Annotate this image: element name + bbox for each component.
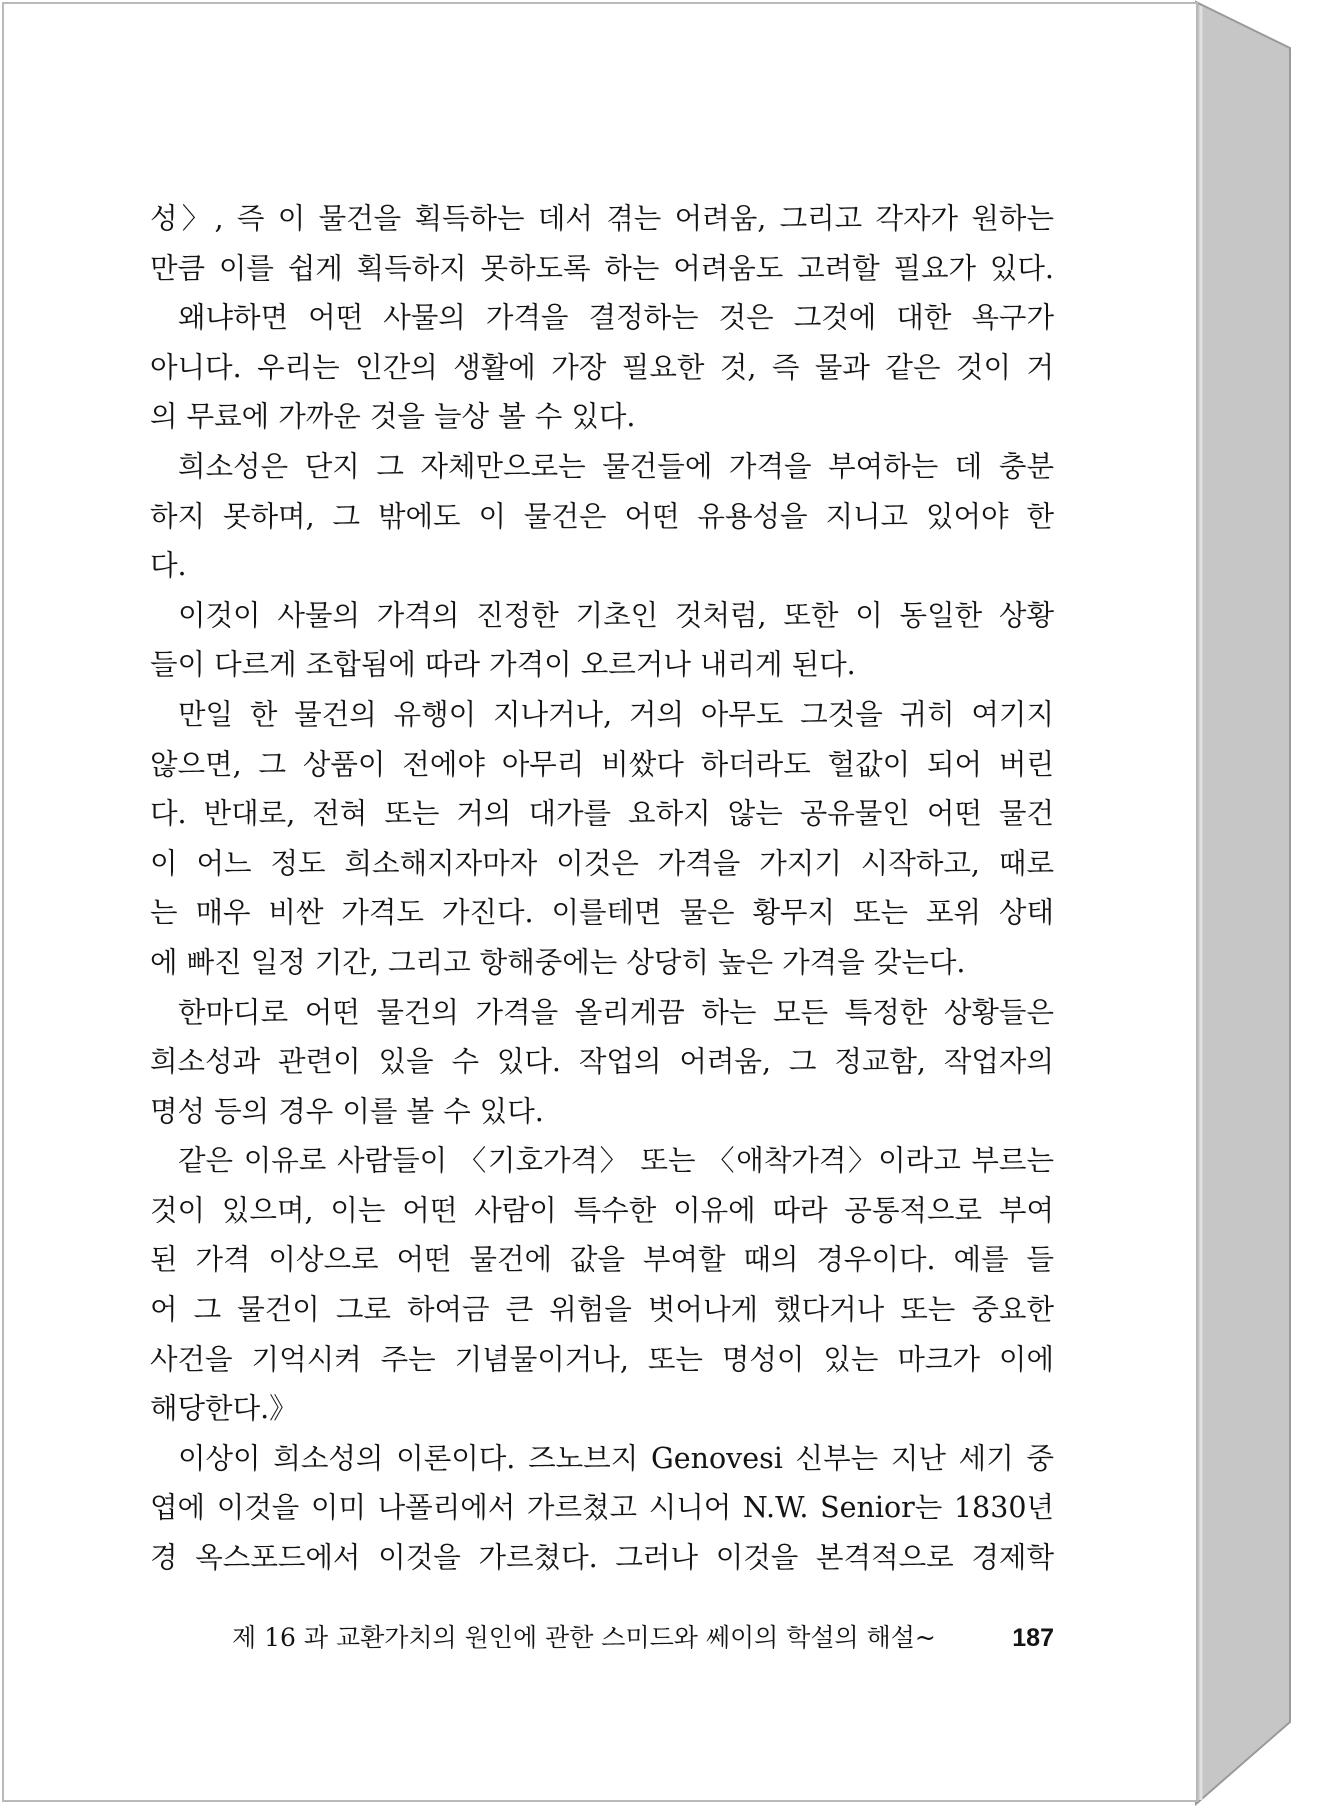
text-line: 이상이 희소성의 이론이다. 즈노브지 Genovesi 신부는 지난 세기 중	[178, 1441, 1054, 1475]
text-line: 에 빠진 일정 기간, 그리고 항해중에는 상당히 높은 가격을 갖는다.	[150, 945, 966, 979]
page-number: 187	[1012, 1624, 1054, 1652]
book-side-face	[1196, 2, 1290, 1804]
text-line: 만일 한 물건의 유행이 지나거나, 거의 아무도 그것을 귀히 여기지	[178, 697, 1054, 731]
text-line: 해당한다.》	[150, 1392, 298, 1426]
text-line: 아니다. 우리는 인간의 생활에 가장 필요한 것, 즉 물과 같은 것이 거	[150, 350, 1054, 384]
body-text	[150, 194, 1054, 1583]
text-line: 하지 못하며, 그 밖에도 이 물건은 어떤 유용성을 지니고 있어야 한	[150, 499, 1054, 533]
text-line: 다. 반대로, 전혀 또는 거의 대가를 요하지 않는 공유물인 어떤 물건	[150, 797, 1054, 831]
text-line: 성〉, 즉 이 물건을 획득하는 데서 겪는 어려움, 그리고 각자가 원하는	[150, 202, 1054, 235]
text-line: 된 가격 이상으로 어떤 물건에 값을 부여할 때의 경우이다. 예를 들	[150, 1243, 1054, 1277]
text-line: 희소성과 관련이 있을 수 있다. 작업의 어려움, 그 정교함, 작업자의	[150, 1045, 1054, 1079]
text-line: 이 어느 정도 희소해지자마자 이것은 가격을 가지기 시작하고, 때로	[150, 846, 1054, 880]
running-title: 제 16 과 교환가치의 원인에 관한 스미드와 쎄이의 학설의 해설~	[232, 1623, 936, 1652]
text-line: 희소성은 단지 그 자체만으로는 물건들에 가격을 부여하는 데 충분	[178, 449, 1054, 483]
text-line: 이것이 사물의 가격의 진정한 기초인 것처럼, 또한 이 동일한 상황	[178, 598, 1054, 632]
text-line: 의 무료에 가까운 것을 늘상 볼 수 있다.	[150, 400, 636, 434]
text-line: 경 옥스포드에서 이것을 가르쳤다. 그러나 이것을 본격적으로 경제학	[150, 1541, 1054, 1575]
text-line: 것이 있으며, 이는 어떤 사람이 특수한 이유에 따라 공통적으로 부여	[150, 1193, 1054, 1227]
text-line: 들이 다르게 조합됨에 따라 가격이 오르거나 내리게 된다.	[150, 648, 856, 682]
text-line: 않으면, 그 상품이 전에야 아무리 비쌌다 하더라도 헐값이 되어 버린	[150, 747, 1054, 781]
text-line: 한마디로 어떤 물건의 가격을 올리게끔 하는 모든 특정한 상황들은	[178, 995, 1054, 1029]
text-line: 만큼 이를 쉽게 획득하지 못하도록 하는 어려움도 고려할 필요가 있다.	[150, 251, 1054, 285]
text-line: 명성 등의 경우 이를 볼 수 있다.	[150, 1094, 544, 1128]
page-footer	[232, 1618, 1054, 1658]
text-line: 어 그 물건이 그로 하여금 큰 위험을 벗어나게 했다거나 또는 중요한	[150, 1293, 1054, 1327]
text-line: 같은 이유로 사람들이 〈기호가격〉 또는 〈애착가격〉이라고 부르는	[178, 1144, 1054, 1178]
text-line: 는 매우 비싼 가격도 가진다. 이를테면 물은 황무지 또는 포위 상태	[150, 896, 1054, 930]
text-line: 사건을 기억시켜 주는 기념물이거나, 또는 명성이 있는 마크가 이에	[150, 1342, 1054, 1376]
text-line: 엽에 이것을 이미 나폴리에서 가르쳤고 시니어 N.W. Senior는 1830년	[150, 1491, 1054, 1525]
text-line: 왜냐하면 어떤 사물의 가격을 결정하는 것은 그것에 대한 욕구가	[178, 301, 1054, 335]
text-line: 다.	[150, 549, 187, 583]
